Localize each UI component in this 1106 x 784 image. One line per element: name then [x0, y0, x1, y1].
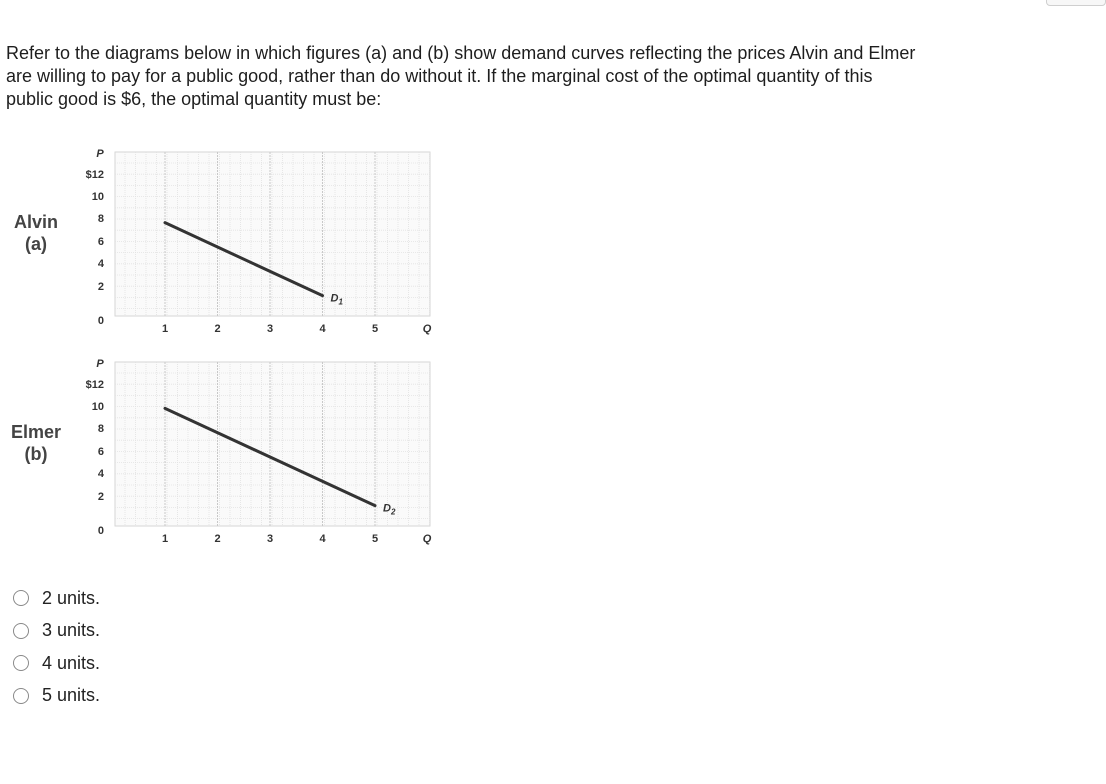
question-line: public good is $6, the optimal quantity must be:	[6, 89, 382, 109]
answer-options	[13, 582, 100, 712]
option-label: 4 units.	[42, 652, 101, 673]
x-axis-letter: Q	[422, 533, 432, 545]
question-line: Refer to the diagrams below in which figures (a) and (b) show demand curves reflecting the prices Alvin and Elmer	[6, 43, 916, 63]
x-tick-label: 4	[319, 323, 326, 335]
radio-button[interactable]	[13, 688, 29, 704]
option-label: 2 units.	[42, 587, 101, 608]
option-3-units[interactable]	[13, 615, 100, 648]
demand-curve-label: $D_2$	[383, 502, 396, 517]
plot-area	[115, 152, 430, 316]
demand-curves-figure	[0, 140, 450, 560]
y-tick-label: 10	[91, 401, 104, 413]
x-tick-label: 2	[214, 533, 221, 545]
question-line: are willing to pay for a public good, rather than do without it. If the marginal cost of the optimal quantity of this	[6, 66, 873, 86]
x-tick-label: 4	[319, 533, 326, 545]
y-tick-label: 0	[97, 525, 104, 537]
x-tick-label: 3	[266, 533, 274, 545]
option-label: 3 units.	[42, 620, 101, 641]
option-2-units[interactable]	[13, 582, 100, 615]
y-tick-label: 4	[97, 258, 104, 270]
x-axis-letter: Q	[422, 323, 432, 335]
option-4-units[interactable]	[13, 647, 100, 680]
y-tick-label: 10	[91, 191, 104, 203]
y-tick-label: 2	[97, 281, 104, 293]
x-tick-label: 2	[214, 323, 221, 335]
option-5-units[interactable]	[13, 680, 100, 713]
y-tick-label: 6	[97, 236, 104, 248]
y-tick-label: 4	[97, 468, 104, 480]
y-tick-label: 2	[97, 491, 104, 503]
y-tick-label: 8	[97, 423, 104, 435]
y-tick-label: 0	[97, 315, 104, 327]
y-tick-label: 6	[97, 446, 104, 458]
person-name-label: Elmer	[10, 422, 62, 442]
figure-letter-label: (b)	[24, 444, 48, 464]
radio-button[interactable]	[13, 590, 29, 606]
plot-area	[115, 362, 430, 526]
demand-charts	[0, 140, 450, 560]
x-tick-label: 3	[266, 323, 274, 335]
person-name-label: Alvin	[13, 212, 59, 232]
x-tick-label: 5	[371, 533, 379, 545]
radio-button[interactable]	[13, 623, 29, 639]
x-tick-label: 1	[161, 533, 169, 545]
option-label: 5 units.	[42, 685, 101, 706]
y-axis-letter: P	[96, 148, 104, 160]
corner-tab[interactable]	[1046, 0, 1106, 6]
x-tick-label: 1	[161, 323, 169, 335]
y-tick-label: 8	[97, 213, 104, 225]
y-tick-label: $12	[85, 379, 104, 391]
figure-letter-label: (a)	[25, 234, 47, 254]
y-axis-letter: P	[96, 358, 104, 370]
question-text	[6, 42, 1006, 111]
demand-curve-label: $D_1$	[330, 292, 343, 307]
x-tick-label: 5	[371, 323, 379, 335]
radio-button[interactable]	[13, 655, 29, 671]
y-tick-label: $12	[85, 169, 104, 181]
